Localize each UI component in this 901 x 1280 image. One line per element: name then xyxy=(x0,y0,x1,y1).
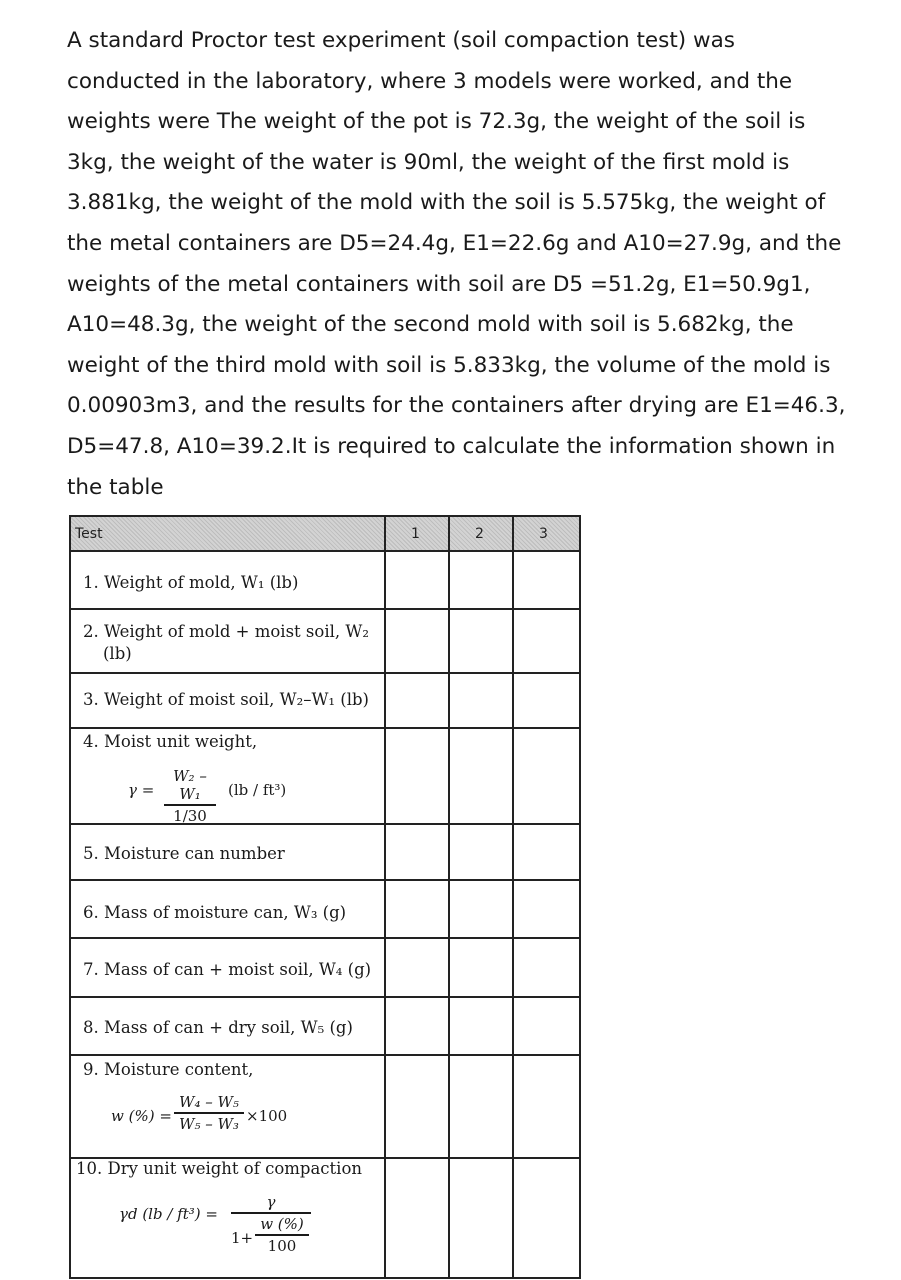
row-divider xyxy=(71,937,579,939)
formula-10-inner-numerator: w (%) xyxy=(260,1215,304,1233)
row-divider xyxy=(71,727,579,729)
row-label-2b: (lb) xyxy=(103,644,132,663)
header-test: Test xyxy=(75,526,103,542)
row-divider xyxy=(71,1054,579,1056)
formula-9-multiplier: ×100 xyxy=(246,1107,288,1125)
row-label-6: 6. Mass of moisture can, W₃ (g) xyxy=(83,903,347,922)
formula-10-inner-fraction xyxy=(255,1215,309,1255)
formula-9-fraction xyxy=(174,1093,244,1133)
column-divider xyxy=(512,517,514,1277)
header-col-1: 1 xyxy=(411,526,420,542)
row-label-8: 8. Mass of can + dry soil, W₅ (g) xyxy=(83,1018,353,1037)
row-divider xyxy=(71,550,579,552)
formula-4-fraction xyxy=(164,767,216,825)
row-label-2a: 2. Weight of mold + moist soil, W₂ xyxy=(83,622,369,641)
row-label-1: 1. Weight of mold, W₁ (lb) xyxy=(83,573,299,592)
header-col-3: 3 xyxy=(539,526,548,542)
table-header-row xyxy=(71,517,579,552)
row-label-7: 7. Mass of can + moist soil, W₄ (g) xyxy=(83,960,372,979)
header-col-2: 2 xyxy=(475,526,484,542)
formula-4-lhs: γ = xyxy=(128,781,155,799)
formula-9-numerator: W₄ – W₅ xyxy=(179,1093,239,1111)
proctor-test-table xyxy=(69,515,581,1279)
row-divider xyxy=(71,608,579,610)
row-label-5: 5. Moisture can number xyxy=(83,844,285,863)
question-text: A standard Proctor test experiment (soil compaction test) was conducted in the laboratory, where 3 models were worked, and the weights were The weight of the pot is 72.3g, the weight of the soil is 3kg, the weight of the water is 90ml, the weight of the first mold is 3.881kg, the weight of the mold with the soil is 5.575kg, the weight of the metal containers are D5=24.4g, E1=22.6g and A10=27.9g, and the weights of the metal containers with soil are D5 =51.2g, E1=50.9g1, A10=48.3g, the weight of the second mold with soil is 5.682kg, the weight of the third mold with soil is 5.833kg, the volume of the mold is 0.00903m3, and the results for the containers after drying are E1=46.3, D5=47.8, A10=39.2.It is required to calculate the information shown in the table xyxy=(67,28,846,500)
formula-10-numerator: γ xyxy=(266,1193,276,1211)
row-divider xyxy=(71,879,579,881)
formula-10-inner-denominator: 100 xyxy=(267,1236,297,1255)
formula-9-lhs: w (%) = xyxy=(111,1107,172,1125)
column-divider xyxy=(448,517,450,1277)
row-label-9: 9. Moisture content, xyxy=(83,1060,254,1079)
column-divider xyxy=(384,517,386,1277)
row-label-4: 4. Moist unit weight, xyxy=(83,732,258,751)
formula-4-denominator: 1/30 xyxy=(173,806,207,825)
formula-10-lhs: γd (lb / ft³) = xyxy=(119,1205,218,1223)
formula-10-fraction xyxy=(231,1193,311,1215)
row-divider xyxy=(71,996,579,998)
formula-4-numerator: W₂ – W₁ xyxy=(173,767,207,803)
formula-4-unit: (lb / ft³) xyxy=(228,781,287,799)
formula-10-den-prefix: 1+ xyxy=(231,1229,254,1247)
row-label-10: 10. Dry unit weight of compaction xyxy=(76,1159,363,1178)
formula-9-denominator: W₅ – W₃ xyxy=(179,1114,239,1133)
row-divider xyxy=(71,823,579,825)
row-divider xyxy=(71,672,579,674)
row-label-3: 3. Weight of moist soil, W₂–W₁ (lb) xyxy=(83,690,369,709)
